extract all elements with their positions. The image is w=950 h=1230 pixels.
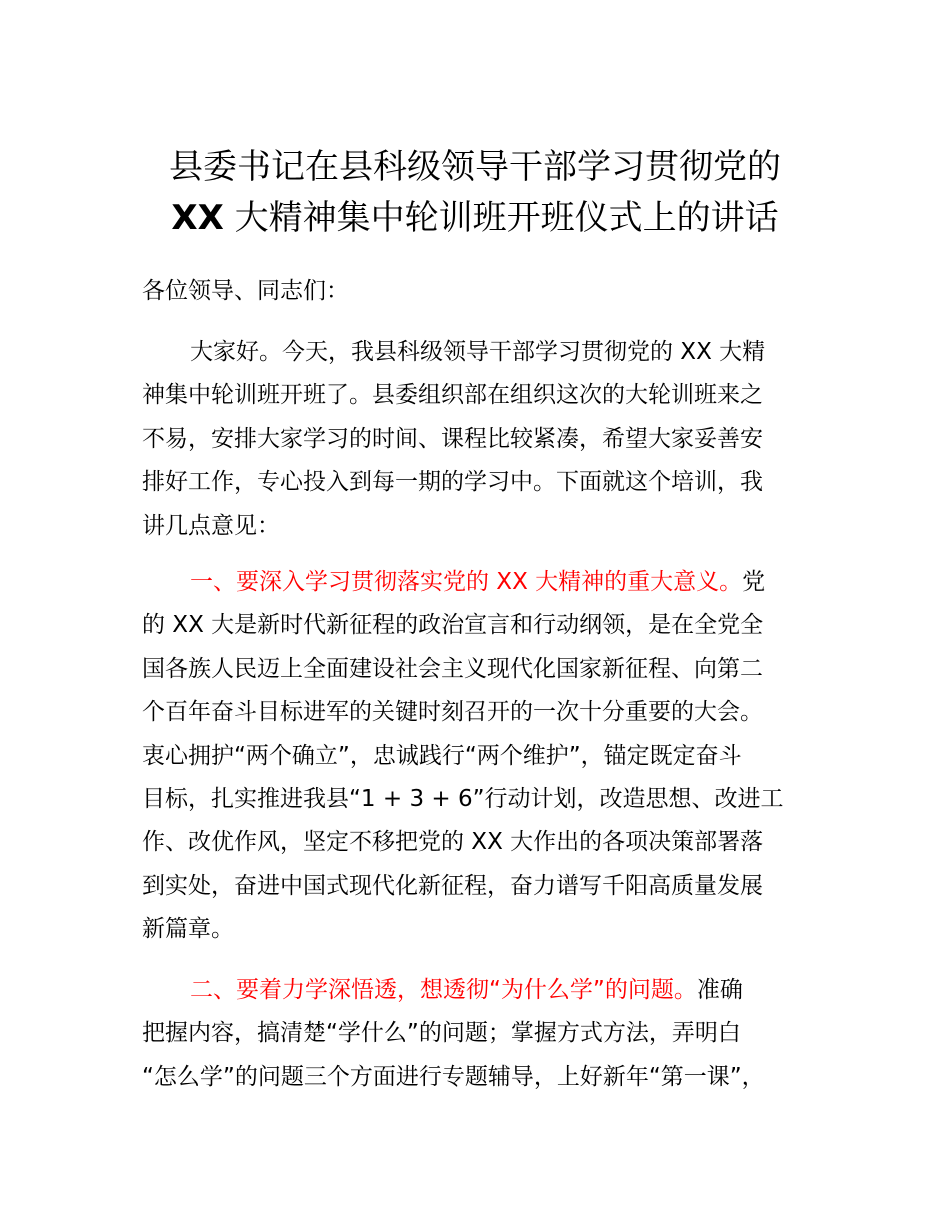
section-1-paragraph <box>142 561 832 952</box>
section-2-heading: 二、要着力学深悟透，想透彻“为什么学”的问题。 <box>190 977 697 1003</box>
title-xx-placeholder: XX <box>171 198 224 238</box>
section-1-line: 目标，扎实推进我县“1 + 3 + 6”行动计划，改造思想、改进工 <box>142 785 784 812</box>
intro-line: 排好工作，专心投入到每一期的学习中。下面就这个培训，我 <box>142 469 763 496</box>
section-1-first-line <box>142 561 832 604</box>
section-1-line: 作、改优作风，坚定不移把党的 XX 大作出的各项决策部署落 <box>142 829 764 856</box>
section-1-line: 新篇章。 <box>142 916 234 943</box>
salutation: 各位领导、同志们： <box>142 278 349 304</box>
intro-paragraph <box>142 331 832 548</box>
section-1-line: 衷心拥护“两个确立”，忠诚践行“两个维护”，锚定既定奋斗 <box>142 742 742 769</box>
section-1-line: 到实处，奋进中国式现代化新征程，奋力谱写千阳高质量发展 <box>142 872 763 899</box>
section-1-heading: 一、要深入学习贯彻落实党的 XX 大精神的重大意义。 <box>190 569 743 595</box>
section-2-first-line <box>142 969 832 1012</box>
section-1-line: 的 XX 大是新时代新征程的政治宣言和行动纲领，是在全党全 <box>142 612 764 639</box>
section-2-first-line-rest: 准确 <box>696 977 743 1003</box>
intro-line: 大家好。今天，我县科级领导干部学习贯彻党的 XX 大精 <box>190 339 766 365</box>
document-title-line-1: 县委书记在县科级领导干部学习贯彻党的 <box>169 147 781 187</box>
section-2-paragraph <box>142 969 832 1099</box>
section-2-line: 把握内容，搞清楚“学什么”的问题；掌握方式方法，弄明白 <box>142 1020 741 1047</box>
section-1-line: 国各族人民迈上全面建设社会主义现代化国家新征程、向第二 <box>142 655 763 682</box>
section-1-first-line-rest: 党 <box>742 569 766 595</box>
intro-line: 神集中轮训班开班了。县委组织部在组织这次的大轮训班来之 <box>142 382 763 409</box>
title-line-2-text: 大精神集中轮训班开班仪式上的讲话 <box>223 198 779 238</box>
section-2-line: “怎么学”的问题三个方面进行专题辅导，上好新年“第一课”， <box>142 1063 765 1090</box>
document-title-line-2 <box>100 196 850 240</box>
intro-line: 不易，安排大家学习的时间、课程比较紧凑，希望大家妥善安 <box>142 425 763 452</box>
intro-line: 讲几点意见： <box>142 512 280 539</box>
section-1-line: 个百年奋斗目标进军的关键时刻召开的一次十分重要的大会。 <box>142 699 763 726</box>
